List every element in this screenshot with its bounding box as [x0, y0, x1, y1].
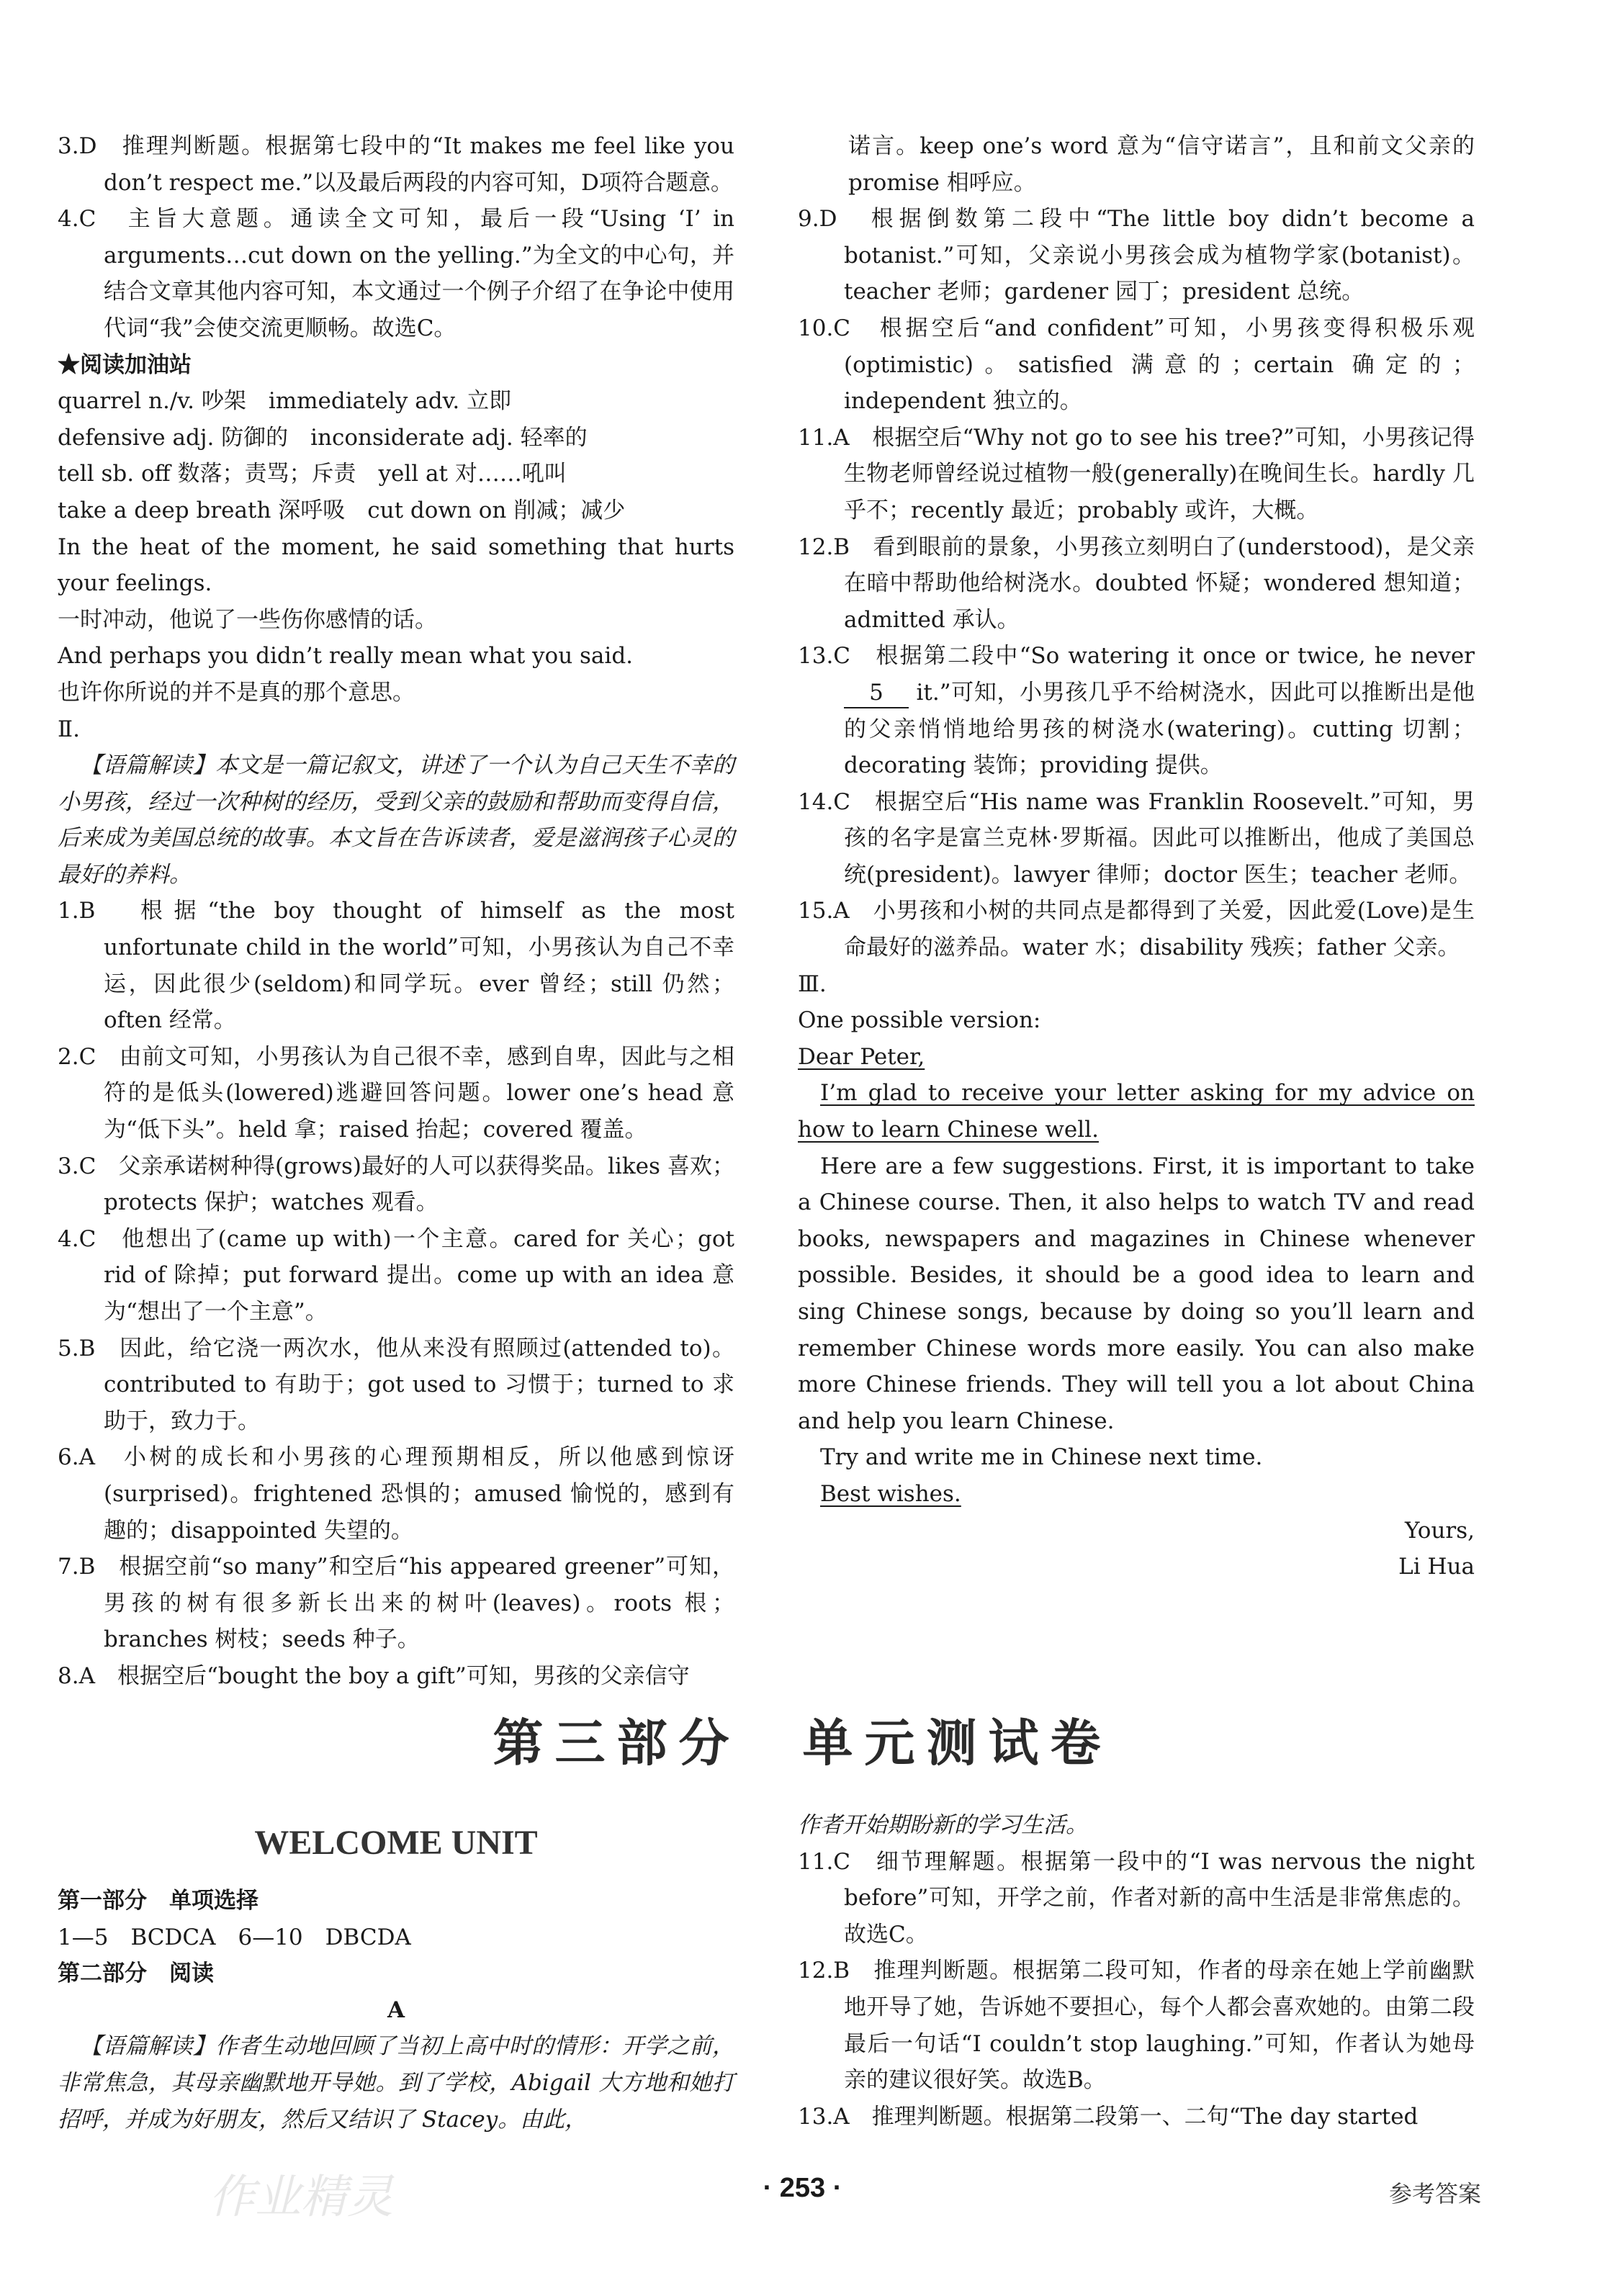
- answer-item: 15.A 小男孩和小树的共同点是都得到了关爱，因此爱(Love)是生命最好的滋养品。water 水；disability 残疾；father 父亲。: [798, 898, 1475, 961]
- answer-continuation: 诺言。keep one’s word 意为“信守诺言”，且和前文父亲的 promise 相呼应。: [848, 133, 1475, 196]
- section2-title: 第二部分 阅读: [58, 1960, 214, 1987]
- answer-item: 2.C 由前文可知，小男孩认为自己很不幸，感到自卑，因此与之相符的是低头(lowered)逃避回答问题。lower one’s head 意为“低下头”。held 拿；raised 抬起；covered 覆盖。: [58, 1043, 734, 1143]
- answer-item: 4.C 他想出了(came up with)一个主意。cared for 关心；got rid of 除掉；put forward 提出。come up with an idea 意为“想出了一个主意”。: [58, 1225, 734, 1325]
- answer-item: 8.A 根据空后“bought the boy a gift”可知，男孩的父亲信守: [58, 1662, 690, 1689]
- answer-item: 6.A 小树的成长和小男孩的心理预期相反，所以他感到惊讶(surprised)。frightened 恐惧的；amused 愉悦的，感到有趣的；disappointed 失望的。: [58, 1444, 734, 1544]
- answer-4-c: 4.C 主旨大意题。通读全文可知，最后一段“Using ‘I’ in arguments…cut down on the yelling.”为全文的中心句，并结合文章其他内容可知，本文通过一个例子介绍了在争论中使用代词“我”会使交流更顺畅。故选C。: [58, 206, 734, 341]
- vocab-line: quarrel n./v. 吵架 immediately adv. 立即: [58, 388, 512, 415]
- passage-analysis-cont: 作者开始期盼新的学习生活。: [798, 1812, 1088, 1838]
- footer-label: 参考答案: [1388, 2180, 1481, 2207]
- vocab-line: take a deep breath 深呼吸 cut down on 削减；减少: [58, 497, 626, 523]
- section-roman-3: Ⅲ.: [798, 971, 827, 997]
- answer-13: [798, 638, 1475, 783]
- page-number: · 253 ·: [763, 2173, 842, 2203]
- answer-item: 10.C 根据空后“and confident”可知，小男孩变得积极乐观(optimistic)。satisfied 满意的；certain 确定的；independent 独立的。: [798, 315, 1475, 415]
- letter-signoff: Yours,: [1405, 1517, 1475, 1544]
- answer-13-part-a: 13.C 根据第二段中“So watering it once or twice, he never: [798, 643, 1475, 670]
- answer-item: 11.A 根据空后“Why not go to see his tree?”可知，小男孩记得生物老师曾经说过植物一般(generally)在晚间生长。hardly 几乎不；recently 最近；probably 或许，大概。: [798, 424, 1475, 523]
- left-column-top: [58, 128, 734, 1695]
- example-sentence: In the heat of the moment, he said something that hurts your feelings.: [58, 534, 734, 597]
- example-translation: 也许你所说的并不是真的那个意思。: [58, 679, 415, 706]
- boost-section-title: ★阅读加油站: [58, 351, 192, 378]
- section1-title: 第一部分 单项选择: [58, 1888, 258, 1914]
- answer-item: 11.C 细节理解题。根据第一段中的“I was nervous the night before”可知，开学之前，作者对新的高中生活是非常焦虑的。故选C。: [798, 1848, 1475, 1948]
- passage-analysis-a: 【语篇解读】作者生动地回顾了当初上高中时的情形：开学之前，非常焦急，其母亲幽默地开导她。到了学校，Abigail 大方地和她打招呼，并成为好朋友，然后又结识了 Stacey。由此，: [58, 2033, 734, 2133]
- vocab-line: tell sb. off 数落；责骂；斥责 yell at 对……吼叫: [58, 461, 567, 487]
- unit-heading: WELCOME UNIT: [254, 1824, 538, 1862]
- section1-answers: 1—5 BCDCA 6—10 DBCDA: [58, 1924, 411, 1950]
- letter-opening: I’m glad to receive your letter asking for my advice on how to learn Chinese well.: [798, 1080, 1475, 1143]
- example-sentence: And perhaps you didn’t really mean what you said.: [58, 643, 634, 670]
- answer-item: 5.B 因此，给它浇一两次水，他从来没有照顾过(attended to)。contributed to 有助于；got used to 习惯于；turned to 求助于，致力于。: [58, 1335, 734, 1434]
- answer-item: 12.B 看到眼前的景象，小男孩立刻明白了(understood)，是父亲在暗中帮助他给树浇水。doubted 怀疑；wondered 想知道；admitted 承认。: [798, 534, 1475, 633]
- left-column-bottom: [58, 1883, 734, 2138]
- answer-item: 7.B 根据空前“so many”和空后“his appeared greener”可知，男孩的树有很多新长出来的树叶(leaves)。roots 根；branches 树枝；seeds 种子。: [58, 1554, 734, 1653]
- answer-item: 3.C 父亲承诺树种得(grows)最好的人可以获得奖品。likes 喜欢；protects 保护；watches 观看。: [58, 1153, 734, 1216]
- letter-wishes: Best wishes.: [820, 1480, 961, 1507]
- part-heading: 第三部分 单元测试卷: [493, 1713, 1112, 1773]
- answer-item: 13.A 推理判断题。根据第二段第一、二句“The day started: [798, 2103, 1419, 2130]
- passage-analysis: 【语篇解读】本文是一篇记叙文，讲述了一个认为自己天生不幸的小男孩，经过一次种树的经历，受到父亲的鼓励和帮助而变得自信，后来成为美国总统的故事。本文旨在告诉读者，爱是滋润孩子心灵的最好的养料。: [58, 752, 734, 888]
- version-label: One possible version:: [798, 1007, 1041, 1034]
- letter-closing-line: Try and write me in Chinese next time.: [820, 1444, 1263, 1471]
- right-column-bottom: [798, 1807, 1475, 2135]
- section2-part-a: A: [387, 1996, 405, 2023]
- vocab-line: defensive adj. 防御的 inconsiderate adj. 轻率的: [58, 424, 588, 451]
- letter-body: Here are a few suggestions. First, it is important to take a Chinese course. Then, it also helps to watch TV and read books, newspapers and magazines in Chinese whenever possible. Besides, it should be a good idea to learn and sing Chinese songs, because by doing so you’ll learn and remember Chinese words more easily. You can also make more Chinese friends. They will tell you a lot about China and help you learn Chinese.: [798, 1153, 1475, 1434]
- watermark-logo: 作业精灵: [209, 2171, 393, 2224]
- letter-name: Li Hua: [1398, 1554, 1475, 1580]
- section-roman-2: Ⅱ.: [58, 716, 80, 742]
- right-column-top: [798, 128, 1475, 1585]
- answer-item: 1.B 根据“the boy thought of himself as the most unfortunate child in the world”可知，小男孩认为自己不幸运，因此很少(seldom)和同学玩。ever 曾经；still 仍然；often 经常。: [58, 898, 734, 1034]
- answer-item: 12.B 推理判断题。根据第二段可知，作者的母亲在她上学前幽默地开导了她，告诉她不要担心，每个人都会喜欢她的。由第二段最后一句话“I couldn’t stop laughing.”可知，作者认为她母亲的建议很好笑。故选B。: [798, 1958, 1475, 2094]
- letter-greeting: Dear Peter,: [798, 1043, 925, 1070]
- answer-item: 14.C 根据空后“His name was Franklin Roosevelt.”可知，男孩的名字是富兰克林·罗斯福。因此可以推断出，他成了美国总统(president)。lawyer 律师；doctor 医生；teacher 老师。: [798, 788, 1475, 888]
- answer-item: 9.D 根据倒数第二段中“The little boy didn’t become a botanist.”可知，父亲说小男孩会成为植物学家(botanist)。teacher 老师；gardener 园丁；president 总统。: [798, 206, 1475, 305]
- answer-13-blank: 5: [844, 678, 909, 708]
- answer-13-part-b: it.”可知，小男孩几乎不给树浇水，因此可以推断出是他的父亲悄悄地给男孩的树浇水(watering)。cutting 切割；decorating 装饰；providing 提供。: [844, 679, 1475, 779]
- example-translation: 一时冲动，他说了一些伤你感情的话。: [58, 606, 437, 633]
- answer-3-d: 3.D 推理判断题。根据第七段中的“It makes me feel like you don’t respect me.”以及最后两段的内容可知，D项符合题意。: [58, 133, 734, 196]
